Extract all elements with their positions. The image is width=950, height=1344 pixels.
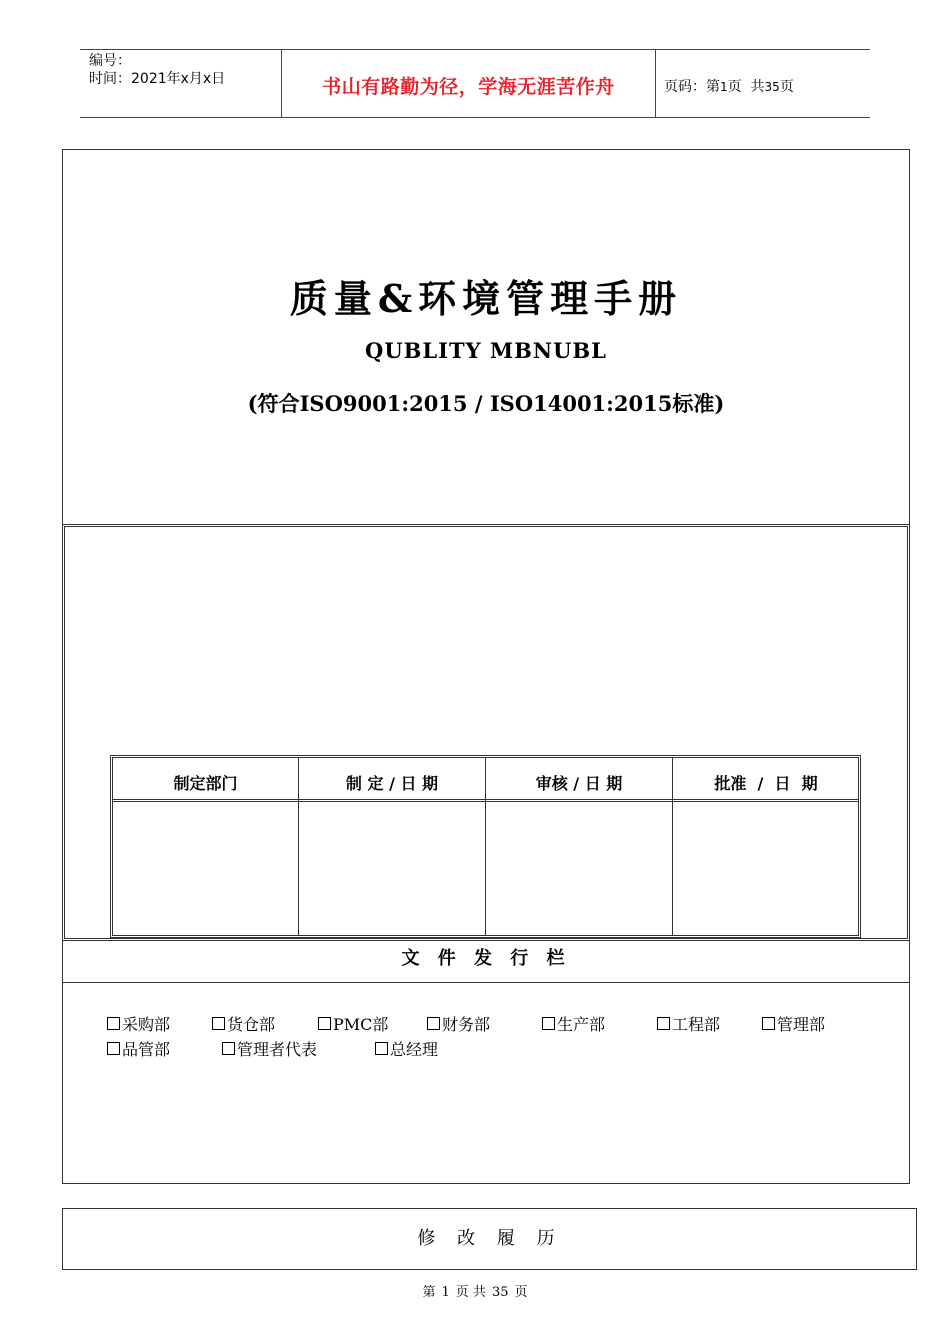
header-cell-approved: 批准 / 日 期 (714, 774, 818, 793)
dept-checkbox-engineering[interactable]: 工程部 (657, 1012, 720, 1035)
header-page-info (664, 76, 794, 96)
header-cell-reviewed: 审核 / 日 期 (535, 774, 623, 793)
dept-checkbox-finance[interactable]: 财务部 (427, 1012, 490, 1035)
checkbox-icon (657, 1017, 670, 1030)
document-number-label: 编号： (89, 53, 131, 69)
distribution-divider (62, 982, 910, 983)
dept-checkbox-quality[interactable]: 品管部 (107, 1037, 170, 1060)
header-top-rule (80, 49, 870, 50)
dept-checkbox-management-rep[interactable]: 管理者代表 (222, 1037, 317, 1060)
checkbox-icon (212, 1017, 225, 1030)
page-mid: 页 共 (727, 79, 765, 95)
page-end: 页 (779, 79, 794, 95)
checkbox-icon (542, 1017, 555, 1030)
header-meta (89, 52, 225, 88)
dept-checkbox-production[interactable]: 生产部 (542, 1012, 605, 1035)
checkbox-icon (107, 1017, 120, 1030)
page-number: 1 (720, 80, 728, 94)
dept-checkbox-pmc[interactable]: PMC部 (318, 1012, 388, 1035)
page-label: 页码：第 (664, 79, 720, 95)
header-cell-prepared: 制 定 / 日 期 (345, 774, 439, 793)
footer-page-number: 1 (441, 1285, 450, 1300)
header-divider (655, 49, 656, 117)
checkbox-icon (318, 1017, 331, 1030)
document-time: 时间：2021年x月x日 (89, 71, 226, 87)
checkbox-icon (427, 1017, 440, 1030)
checkbox-icon (222, 1042, 235, 1055)
dept-checkbox-purchasing[interactable]: 采购部 (107, 1012, 170, 1035)
manual-subtitle: QUBLITY MBNUBL (365, 338, 607, 363)
approval-table (110, 755, 861, 938)
footer-mid: 页 共 (455, 1285, 486, 1300)
page-footer (0, 1281, 950, 1300)
footer-end: 页 (514, 1285, 528, 1300)
dept-checkbox-management[interactable]: 管理部 (762, 1012, 825, 1035)
header-motto: 书山有路勤为径，学海无涯苦作舟 (322, 76, 615, 98)
manual-title: 质量&环境管理手册 (289, 276, 683, 321)
header-bottom-rule (80, 117, 870, 118)
distribution-label: 文 件 发 行 栏 (401, 948, 571, 969)
page-total: 35 (764, 80, 780, 94)
header-cell-department: 制定部门 (173, 774, 238, 793)
manual-standard: (符合ISO9001:2015 / ISO14001:2015标准) (247, 391, 725, 416)
checkbox-icon (107, 1042, 120, 1055)
checkbox-icon (375, 1042, 388, 1055)
footer-page-total: 35 (491, 1285, 509, 1300)
footer-first: 第 (422, 1285, 436, 1300)
checkbox-icon (762, 1017, 775, 1030)
dept-checkbox-warehouse[interactable]: 货仓部 (212, 1012, 275, 1035)
revision-history-label: 修 改 履 历 (417, 1228, 563, 1249)
dept-checkbox-general-manager[interactable]: 总经理 (375, 1037, 438, 1060)
